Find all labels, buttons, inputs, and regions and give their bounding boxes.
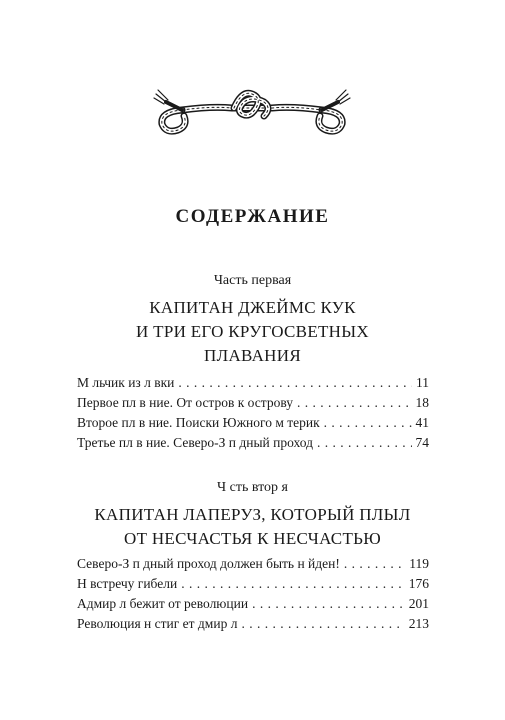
rope-knot-ornament [152, 82, 352, 142]
toc-entry-title: Второе пл в ние. Поиски Южного м терик [77, 415, 320, 430]
dot-leader [178, 373, 412, 393]
part-2-entries [77, 554, 429, 634]
toc-entry-title: Третье пл в ние. Северо-З п дный проход [77, 435, 313, 450]
part-2-label: Ч сть втор я [217, 480, 288, 495]
toc-entry-page: 213 [408, 616, 429, 631]
toc-entry[interactable] [77, 594, 429, 614]
dot-leader [241, 614, 404, 634]
toc-entry-page: 201 [408, 596, 429, 611]
toc-entry-page: 41 [415, 415, 429, 430]
toc-entry-page: 18 [415, 395, 429, 410]
part-1-entries [77, 373, 429, 453]
dot-leader [317, 433, 412, 453]
toc-entry-page: 119 [409, 556, 429, 571]
part-1-heading [0, 296, 505, 368]
part-2-heading-line: КАПИТАН ЛАПЕРУЗ, КОТОРЫЙ ПЛЫЛ [94, 505, 411, 524]
toc-entry-title: М льчик из л вки [77, 375, 175, 390]
dot-leader [252, 594, 405, 614]
dot-leader [181, 574, 405, 594]
toc-entry-title: Н встречу гибели [77, 576, 178, 591]
toc-entry[interactable] [77, 373, 429, 393]
toc-entry[interactable] [77, 554, 429, 574]
toc-entry-title: Адмир л бежит от революции [77, 596, 249, 611]
toc-title: СОДЕРЖАНИЕ [175, 206, 330, 227]
toc-entry-page: 74 [415, 435, 429, 450]
dot-leader [297, 393, 412, 413]
toc-entry-page: 176 [408, 576, 429, 591]
toc-entry-page: 11 [416, 375, 429, 390]
toc-entry[interactable] [77, 614, 429, 634]
toc-entry-title: Революция н стиг ет дмир л [77, 616, 238, 631]
part-2-heading [0, 503, 505, 551]
toc-entry[interactable] [77, 413, 429, 433]
toc-entry-title: Первое пл в ние. От остров к острову [77, 395, 293, 410]
toc-entry[interactable] [77, 433, 429, 453]
part-1-heading-line: КАПИТАН ДЖЕЙМС КУК [149, 298, 356, 317]
part-1-heading-line: И ТРИ ЕГО КРУГОСВЕТНЫХ [136, 322, 369, 341]
dot-leader [344, 554, 405, 574]
dot-leader [324, 413, 412, 433]
toc-entry[interactable] [77, 393, 429, 413]
part-1-label: Часть первая [213, 273, 292, 288]
toc-entry[interactable] [77, 574, 429, 594]
part-1-heading-line: ПЛАВАНИЯ [204, 346, 301, 365]
toc-entry-title: Северо-З п дный проход должен быть н йден! [77, 556, 340, 571]
part-2-heading-line: ОТ НЕСЧАСТЬЯ К НЕСЧАСТЬЮ [124, 529, 381, 548]
